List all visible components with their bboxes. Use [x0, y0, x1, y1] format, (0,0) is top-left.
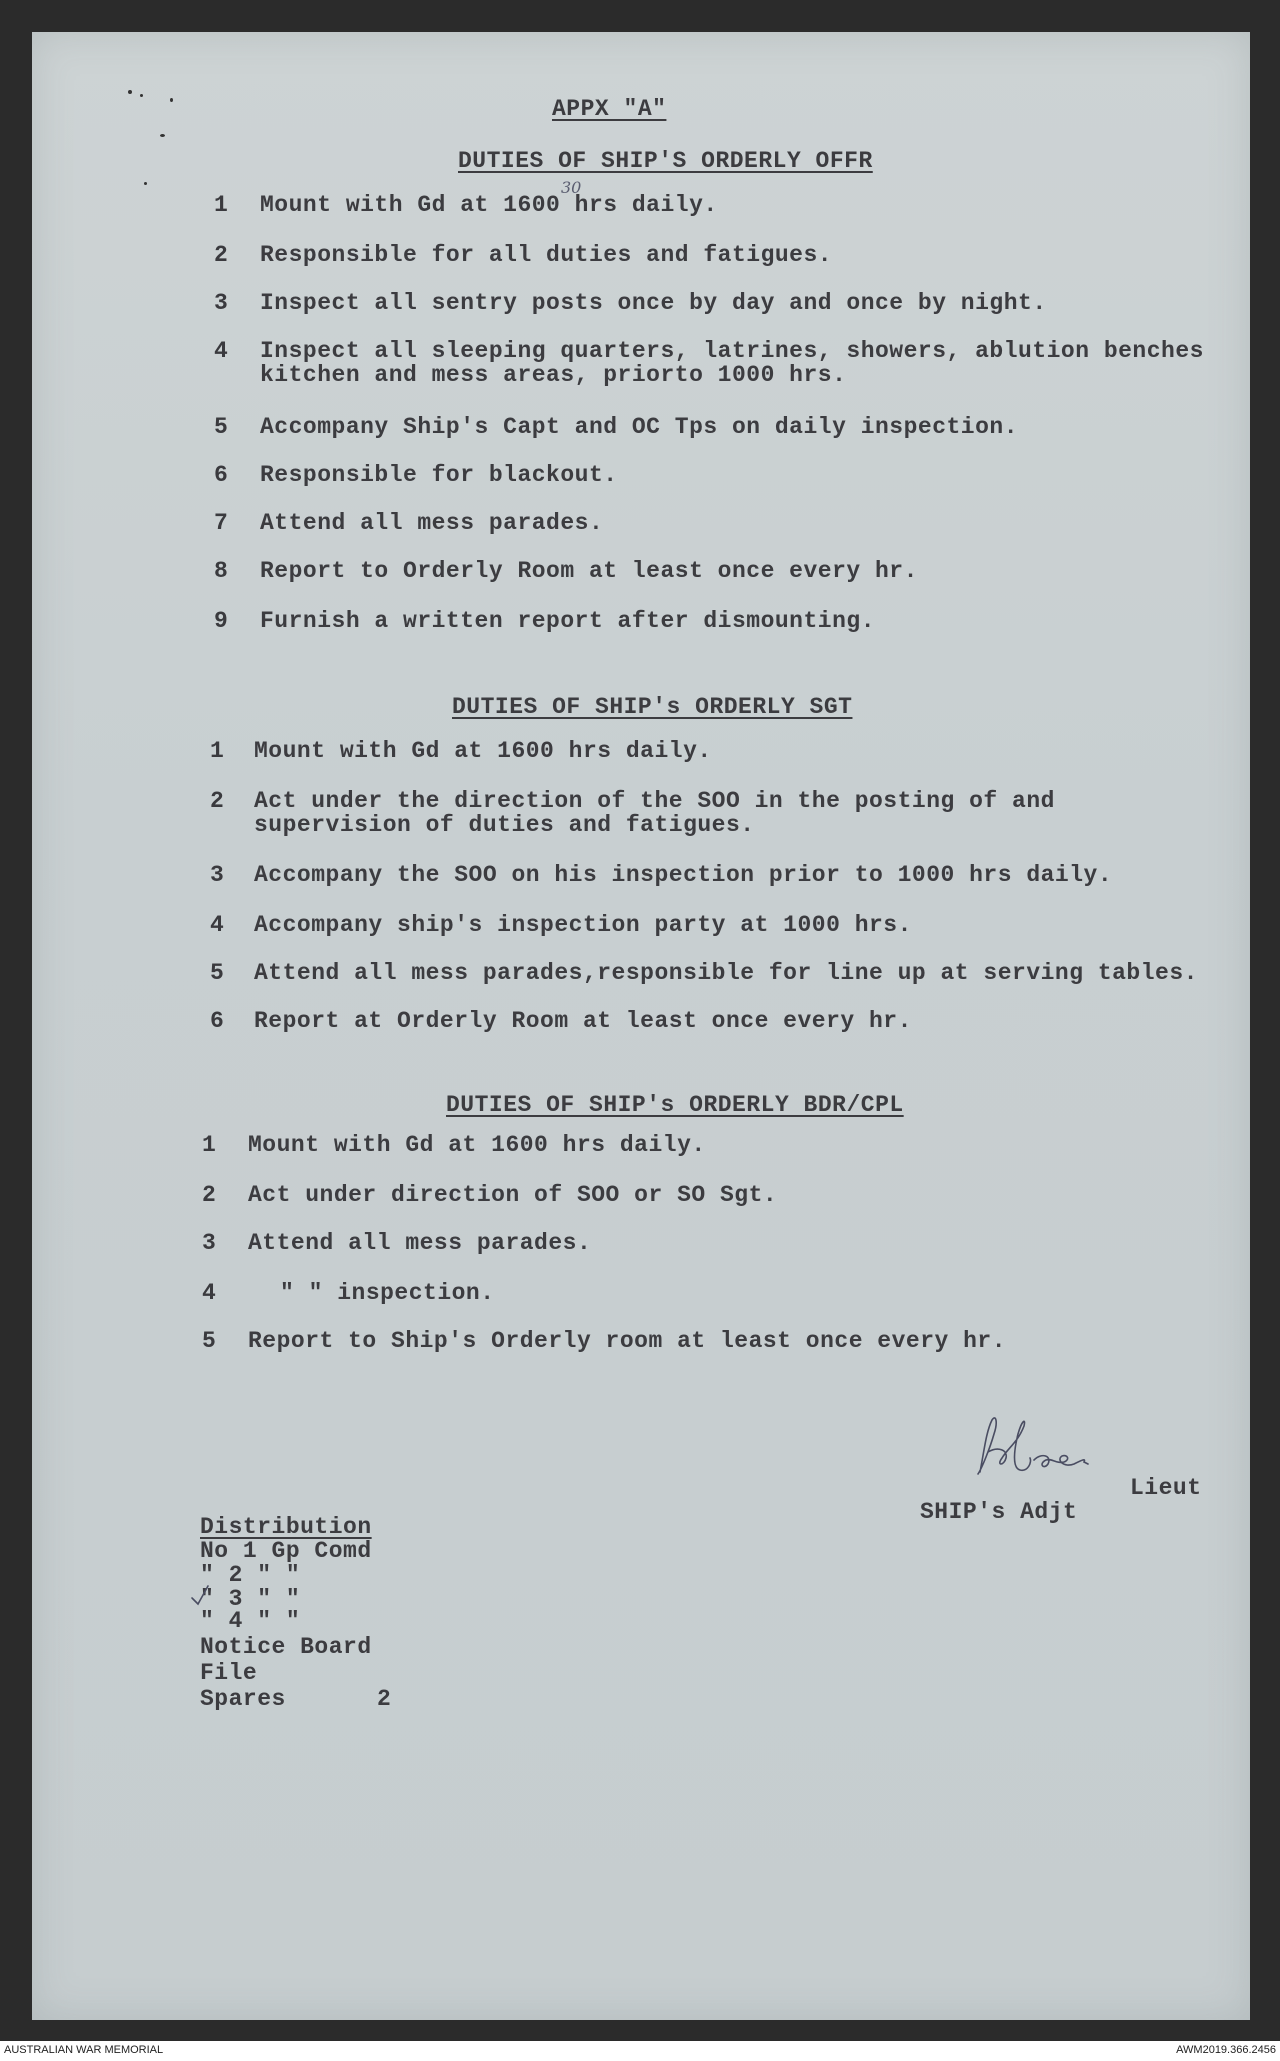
sgt-duty-6: Report at Orderly Room at least once every hr.: [254, 1008, 912, 1034]
section-heading-offr: DUTIES OF SHIP'S ORDERLY OFFR: [458, 148, 873, 174]
sgt-duty-5: Attend all mess parades,responsible for line up at serving tables.: [254, 960, 1198, 986]
distribution-line: No 1 Gp Comd: [200, 1538, 372, 1564]
item-number: 5: [202, 1328, 216, 1354]
scan-speck: [140, 94, 143, 97]
distribution-line: " 3 " ": [200, 1586, 301, 1612]
offr-duty-6: Responsible for blackout.: [260, 462, 618, 488]
cpl-duty-3: Attend all mess parades.: [248, 1230, 592, 1256]
scan-speck: [128, 90, 132, 94]
distribution-line: " 4 " ": [200, 1608, 301, 1634]
distribution-line: Notice Board: [200, 1634, 372, 1660]
sgt-duty-3: Accompany the SOO on his inspection prior to 1000 hrs daily.: [254, 862, 1113, 888]
offr-duty-9: Furnish a written report after dismounting.: [260, 608, 875, 634]
item-number: 3: [210, 862, 224, 888]
item-number: 2: [210, 788, 224, 814]
handwritten-correction: 30: [561, 178, 582, 197]
cpl-duty-4: " " inspection.: [280, 1280, 495, 1306]
offr-duty-2: Responsible for all duties and fatigues.: [260, 242, 833, 268]
sgt-duty-2: Act under the direction of the SOO in the posting of and: [254, 788, 1055, 814]
offr-duty-1: Mount with Gd at 1600 hrs daily.: [260, 192, 718, 218]
section-heading-sgt: DUTIES OF SHIP's ORDERLY SGT: [452, 694, 853, 720]
item-number: 8: [214, 558, 228, 584]
distribution-line: " 2 " ": [200, 1562, 301, 1588]
appendix-title: APPX "A": [552, 96, 667, 122]
offr-duty-5: Accompany Ship's Capt and OC Tps on daily inspection.: [260, 414, 1019, 440]
item-number: 6: [210, 1008, 224, 1034]
item-number: 7: [214, 510, 228, 536]
footer-institution: AUSTRALIAN WAR MEMORIAL: [4, 2044, 164, 2056]
offr-duty-8: Report to Orderly Room at least once every hr.: [260, 558, 918, 584]
item-number: 5: [210, 960, 224, 986]
distribution-spares-label: Spares: [200, 1686, 286, 1712]
distribution-line: File: [200, 1660, 258, 1686]
distribution-heading: Distribution: [200, 1514, 372, 1540]
item-number: 3: [214, 290, 228, 316]
item-number: 1: [202, 1132, 216, 1158]
sgt-duty-1: Mount with Gd at 1600 hrs daily.: [254, 738, 712, 764]
cpl-duty-5: Report to Ship's Orderly room at least once every hr.: [248, 1328, 1007, 1354]
section-heading-bdr-cpl: DUTIES OF SHIP's ORDERLY BDR/CPL: [446, 1092, 904, 1118]
scan-speck: [160, 134, 165, 137]
scan-speck: [144, 182, 147, 185]
offr-duty-4-cont: kitchen and mess areas, priorto 1000 hrs.: [260, 362, 847, 388]
offr-duty-7: Attend all mess parades.: [260, 510, 604, 536]
offr-duty-4: Inspect all sleeping quarters, latrines, showers, ablution benches: [260, 338, 1204, 364]
item-number: 4: [214, 338, 228, 364]
item-number: 2: [214, 242, 228, 268]
sgt-duty-2-cont: supervision of duties and fatigues.: [254, 812, 755, 838]
offr-duty-3: Inspect all sentry posts once by day and once by night.: [260, 290, 1047, 316]
distribution-spares-count: 2: [377, 1686, 392, 1712]
item-number: 9: [214, 608, 228, 634]
handwritten-signature: [952, 1412, 1152, 1492]
item-number: 5: [214, 414, 228, 440]
item-number: 4: [202, 1280, 216, 1306]
footer-accession-number: AWM2019.366.2456: [1176, 2044, 1276, 2056]
item-number: 2: [202, 1182, 216, 1208]
document-page: [32, 32, 1250, 2020]
cpl-duty-2: Act under direction of SOO or SO Sgt.: [248, 1182, 778, 1208]
sgt-duty-4: Accompany ship's inspection party at 1000 hrs.: [254, 912, 912, 938]
item-number: 1: [210, 738, 224, 764]
signature-rank: Lieut: [1130, 1475, 1202, 1501]
archive-footer: [0, 2041, 1280, 2061]
tick-mark: [190, 1584, 212, 1608]
signature-appointment: SHIP's Adjt: [920, 1499, 1078, 1525]
item-number: 3: [202, 1230, 216, 1256]
item-number: 1: [214, 192, 228, 218]
scan-speck: [170, 98, 173, 102]
cpl-duty-1: Mount with Gd at 1600 hrs daily.: [248, 1132, 706, 1158]
item-number: 4: [210, 912, 224, 938]
item-number: 6: [214, 462, 228, 488]
